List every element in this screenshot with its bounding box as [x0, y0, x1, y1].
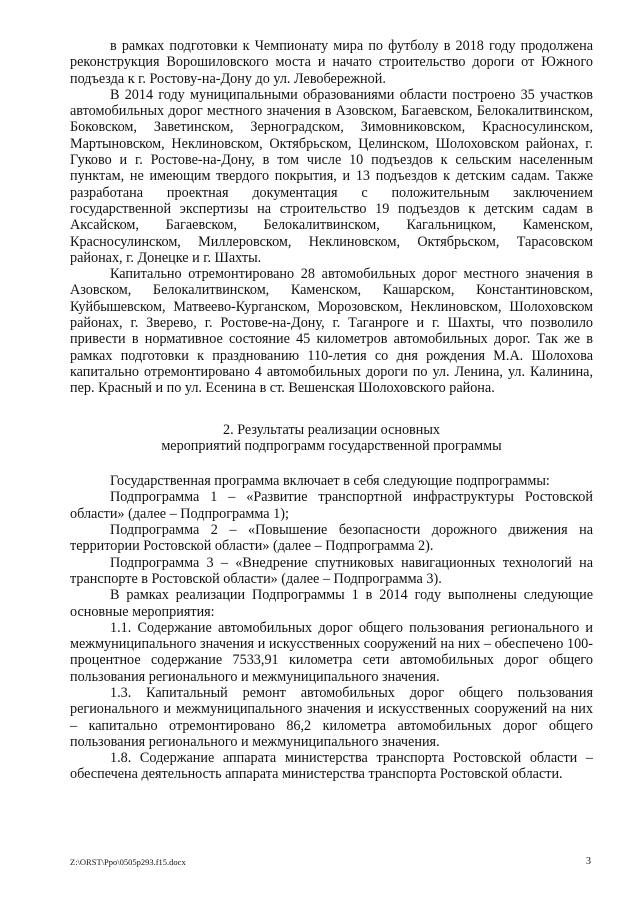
paragraph-construction-2014: В 2014 году муниципальными образованиями области построено 35 участков автомобильных дорог местного значения в Азовском, Багаевском, Белокалитвинском, Боковском, Заветинском, Зерноградском, Зимовниковском, Красносулинском, Мартыновском, Неклиновском, Октябрьском, Целинском, Шолоховском районах, г. Гуково и г. Ростове-на-Дону, в том числе 10 подъездов к сельским населенным пунктам, не имеющим твердого покрытия, и 13 подъездов к детским садам. Также разработана проектная документация с положительным заключением государственной экспертизы на строительство 19 подъездов к детским садам в Аксайском, Багаевском, Белокалитвинском, Кагальницком, Каменском, Красносулинском, Миллеровском, Неклиновском, Октябрьском, Тарасовском районах, г. Донецке и г. Шахты. [70, 86, 593, 266]
paragraph-measure-1-1: 1.1. Содержание автомобильных дорог общего пользования регионального и межмуниципального значения и искусственных сооружений на них – обеспечено 100-процентное содержание 7533,91 километра сети автомобильных дорог общего пользования регионального и межмуниципального значения. [70, 619, 593, 685]
paragraph-subprogram-1: Подпрограмма 1 – «Развитие транспортной инфраструктуры Ростовской области» (далее – Подпрограмма 1); [70, 489, 593, 522]
footer-file-path: Z:\ORST\Ppo\0505p293.f15.docx [70, 857, 186, 867]
section-heading [70, 422, 593, 455]
document-body [70, 38, 593, 783]
paragraph-measure-1-3: 1.3. Капитальный ремонт автомобильных дорог общего пользования регионального и межмуниципального значения и искусственных сооружений на них – капитально отремонтировано 86,2 километра автомобильных дорог общего пользования регионального и межмуниципального значения. [70, 684, 593, 750]
paragraph-capital-repair-local: Капитально отремонтировано 28 автомобильных дорог местного значения в Азовском, Белокалитвинском, Каменском, Кашарском, Константиновском, Куйбышевском, Матвеево-Курганском, Морозовском, Неклиновском, Шолоховском районах, г. Зверево, г. Ростове-на-Дону, г. Таганроге и г. Шахты, что позволило привести в нормативное состояние 45 километров автомобильных дорог. Так же в рамках подготовки к празднованию 110-летия со дня рождения М.А. Шолохова капитально отремонтировано 4 автомобильных дороги по ул. Ленина, ул. Калинина, пер. Красный и по ул. Есенина в ст. Вешенская Шолоховского района. [70, 266, 593, 397]
paragraph-measure-1-8: 1.8. Содержание аппарата министерства транспорта Ростовской области – обеспечена деятельность аппарата министерства транспорта Ростовской области. [70, 750, 593, 783]
section-heading-line1: 2. Результаты реализации основных [223, 421, 440, 438]
paragraph-subprogram-3: Подпрограмма 3 – «Внедрение спутниковых навигационных технологий на транспорте в Ростовской области» (далее – Подпрограмма 3). [70, 554, 593, 587]
paragraph-world-cup-roads: в рамках подготовки к Чемпионату мира по футболу в 2018 году продолжена реконструкция Ворошиловского моста и начато строительство дороги от Южного подъезда к г. Ростову-на-Дону до ул. Левобережной. [70, 38, 593, 87]
section-heading-line2: мероприятий подпрограмм государственной программы [161, 437, 502, 454]
paragraph-program-intro: Государственная программа включает в себя следующие подпрограммы: [110, 473, 550, 490]
paragraph-subprogram-1-results-intro: В рамках реализации Подпрограммы 1 в 2014 году выполнены следующие основные мероприятия: [70, 587, 593, 620]
paragraph-subprogram-2: Подпрограмма 2 – «Повышение безопасности дорожного движения на территории Ростовской области» (далее – Подпрограмма 2). [70, 522, 593, 555]
footer-page-number: 3 [586, 856, 591, 867]
